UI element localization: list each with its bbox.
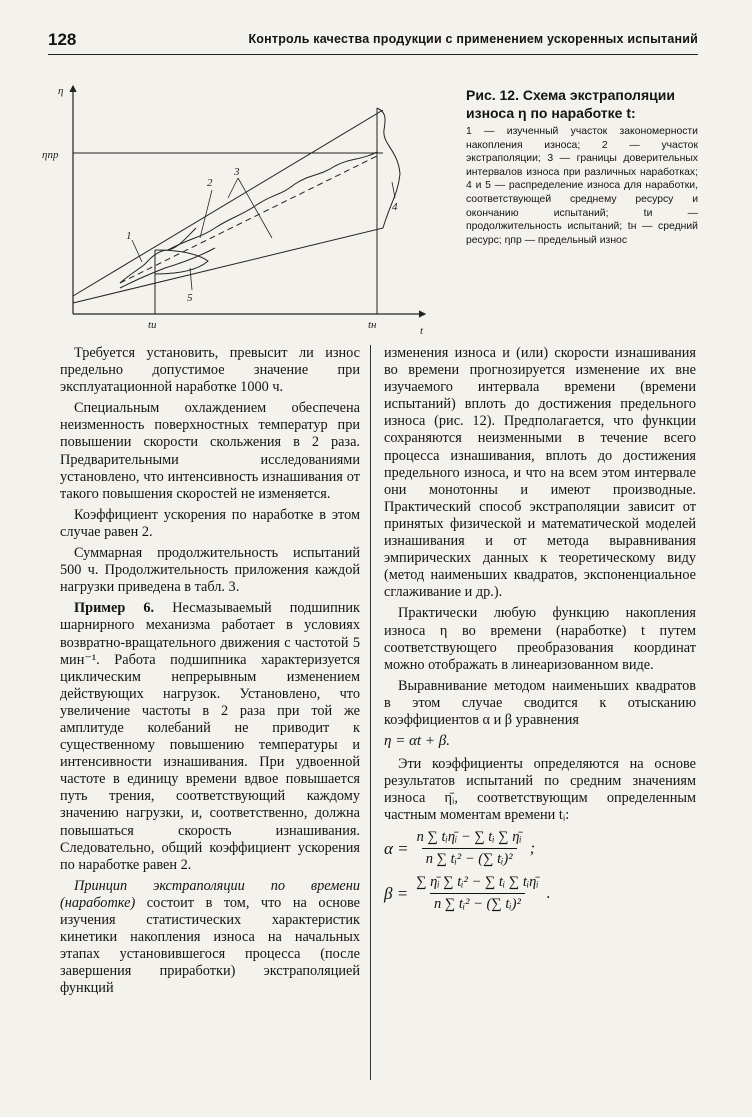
limit-wear-label: ηпр	[42, 149, 59, 161]
x-axis-label: t	[420, 325, 424, 337]
principle-term: Принцип экстраполяции по времени (наработке)	[60, 877, 360, 911]
page-number: 128	[48, 30, 77, 49]
paragraph: изменения износа и (или) скорости изнашивания во времени прогнозируется изменение их вне изучаемого интервала времени (времени испытаний) вплоть до достижения предельного износа (рис. 12). Предполагается, что функции сохраняются неизменными в течение всего процесса изнашивания, вплоть до достижения предельного износа, и что на всем этом интервале они монотонны и имеют производные. Практический способ экстраполяции зависит от принятых физической и математической моделей изнашивания и от метода выравнивания эмпирических данных к теоретическому виду (метод наименьших квадратов, экспоненциальное сглаживание и др.).	[384, 345, 696, 601]
leader-3a	[228, 178, 238, 198]
paragraph: Практически любую функцию накопления износа η во времени (наработке) t путем соответствующего преобразования координат можно отображать в линеаризованном виде.	[384, 605, 696, 673]
header-rule	[48, 54, 698, 55]
example-label: Пример 6.	[74, 600, 155, 617]
alpha-numerator: n ∑ tᵢη̄ᵢ − ∑ tᵢ ∑ η̄ᵢ	[416, 828, 522, 845]
principle-paragraph	[60, 878, 360, 998]
paragraph: Специальным охлаждением обеспечена неизменность поверхностных температур при повышении скорости скольжения в 2 раза. Предварительными исследованиями установлено, что интенсивность изнашивания от такого повышения скоростей не изменяется.	[60, 400, 360, 502]
paragraph: Суммарная продолжительность испытаний 500 ч. Продолжительность приложения каждой нагрузки приведена в табл. 3.	[60, 545, 360, 596]
beta-formula	[384, 874, 696, 913]
page-header	[48, 30, 698, 58]
lower-wear-curve	[120, 248, 215, 288]
example-6-paragraph	[60, 600, 360, 874]
extrapolation-line	[120, 156, 377, 283]
leader-1	[132, 240, 142, 262]
caption-title: Рис. 12. Схема экстраполяции износа η по наработке t:	[466, 87, 675, 121]
beta-fraction	[412, 874, 542, 913]
running-title: Контроль качества продукции с применением ускоренных испытаний	[248, 32, 698, 46]
curve-label-1: 1	[126, 230, 132, 242]
paragraph: Эти коэффициенты определяются на основе результатов испытаний по средним значениям износа η̄ᵢ, соответствующим определенным частным моментам времени tᵢ:	[384, 756, 696, 824]
beta-numerator: ∑ η̄ᵢ ∑ tᵢ² − ∑ tᵢ ∑ tᵢη̄ᵢ	[416, 873, 539, 890]
curve-label-3: 3	[234, 166, 240, 178]
beta-tail: .	[546, 884, 551, 902]
linear-equation: η = αt + β.	[384, 733, 450, 750]
right-column	[384, 345, 696, 919]
alpha-denominator: n ∑ tᵢ² − (∑ tᵢ)²	[422, 848, 517, 868]
leader-5	[190, 268, 192, 290]
beta-lhs: β =	[384, 883, 409, 903]
curve-label-5: 5	[187, 292, 193, 304]
column-divider	[370, 345, 371, 1080]
example-text: Несмазываемый подшипник шарнирного механизма работает в условиях возвратно-вращательного движения с частотой 5 мин⁻¹. Работа подшипника характеризуется циклическим непрерывным изменением действующих нагрузок. Установлено, что увеличение частоты в 2 раза при той же амплитуде колебаний не приводит к существенному повышению температуры и интенсивности изнашивания. При удвоенной частоте в единицу времени вдвое повышается путь трения, соответствующий каждому значению нагрузки, и, соответственно, должна повышаться скорость изнашивания. Следовательно, общий коэффициент ускорения по наработке равен 2.	[60, 600, 360, 873]
alpha-tail: ;	[529, 839, 536, 857]
curve-label-4: 4	[392, 201, 398, 213]
alpha-lhs: α =	[384, 838, 409, 858]
paragraph: Выравнивание методом наименьших квадратов в этом случае сводится к отысканию коэффициентов α и β уравнения	[384, 677, 696, 728]
curve-label-2: 2	[207, 177, 213, 189]
wavy-extrapolated-curve	[168, 152, 377, 250]
left-column	[60, 345, 360, 1001]
leader-4	[392, 182, 395, 198]
mean-resource-label: tн	[368, 319, 377, 331]
caption-legend: 1 — изученный участок закономерности накопления износа; 2 — участок экстраполяции; 3 — границы доверительных интервалов износа при различных наработках; 4 и 5 — распределение износа для наработки, соответствующей среднему ресурсу и окончанию испытаний; tи — продолжительность испытаний; tн — средний ресурс; ηпр — предельный износ	[466, 126, 698, 246]
alpha-formula	[384, 829, 696, 868]
figure-caption	[466, 86, 698, 247]
y-axis-label: η	[58, 85, 64, 97]
alpha-fraction	[413, 829, 526, 868]
upper-confidence-bound	[73, 110, 383, 296]
distribution-5	[155, 250, 208, 274]
extrapolation-diagram	[40, 78, 440, 340]
beta-denominator: n ∑ tᵢ² − (∑ tᵢ)²	[430, 893, 525, 913]
lower-confidence-bound	[73, 228, 383, 303]
paragraph: Коэффициент ускорения по наработке в этом случае равен 2.	[60, 506, 360, 540]
paragraph: Требуется установить, превысит ли износ предельно допустимое значение при эксплуатационной наработке 1000 ч.	[60, 345, 360, 396]
test-duration-label: tи	[148, 319, 157, 331]
figure-12	[40, 78, 440, 340]
principle-text: состоит в том, что на основе изучения статистических характеристик кинетики накопления износа на начальных этапах установившегося процесса (после завершения приработки) экстраполяцией функций	[60, 894, 361, 997]
